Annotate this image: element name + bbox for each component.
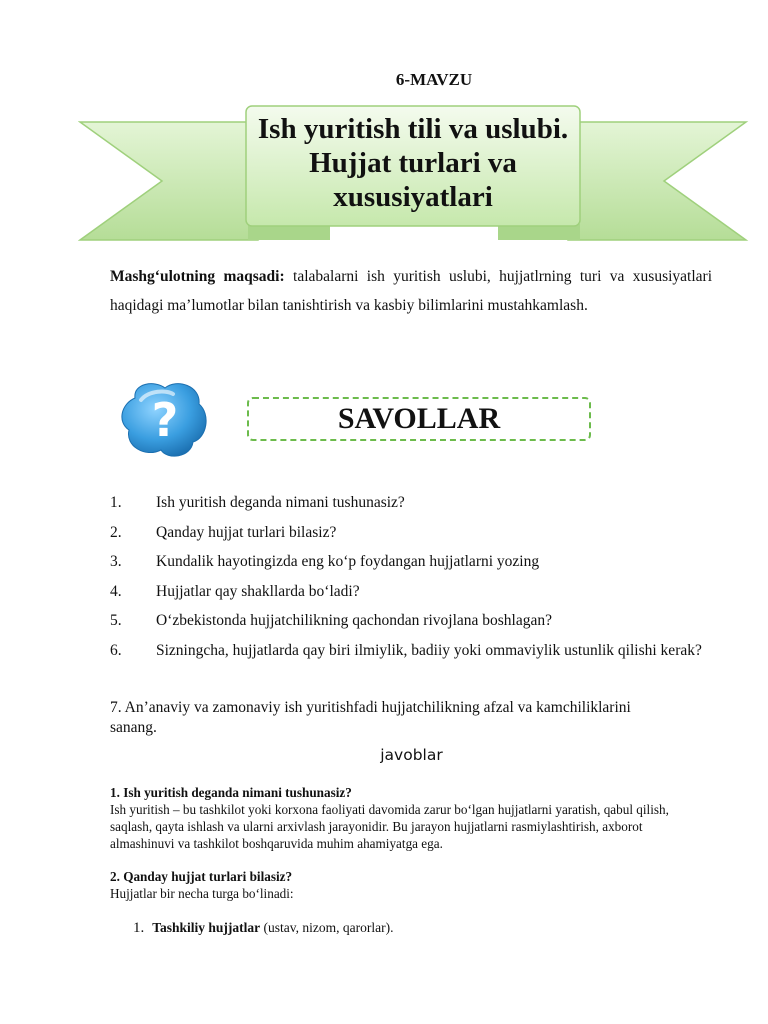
question-item [110, 547, 712, 577]
question-number: 4. [110, 582, 122, 600]
answers-title: javoblar [380, 746, 443, 764]
answer-heading: 2. Qanday hujjat turlari bilasiz? [110, 869, 293, 884]
list-item [133, 920, 394, 937]
question-item [110, 636, 712, 666]
question-mark-icon [115, 368, 215, 468]
topic-number: 6-MAVZU [395, 70, 473, 89]
questions-header: SAVOLLAR [337, 402, 501, 435]
list-item-detail: (ustav, nizom, qarorlar). [260, 920, 394, 935]
question-item [110, 606, 712, 636]
goal-text: talabalarni ish yuritish uslubi, hujjatlrning turi va xususiyatlari haqidagi ma’lumotlar bilan tanishtirish va kasbiy bilimlarini mustahkamlash. [110, 268, 712, 314]
lesson-goal [110, 262, 712, 320]
question-number: 3. [110, 553, 122, 570]
svg-text:?: ? [151, 393, 179, 447]
questions-list [110, 488, 712, 665]
question-text: Hujjatlar qay shakllarda bo‘ladi? [156, 582, 360, 600]
question-text: Sizningcha, hujjatlarda qay biri ilmiylik, badiiy yoki ommaviylik ustunlik qilishi kerak? [156, 641, 702, 659]
answer-body: Hujjatlar bir necha turga bo‘linadi: [110, 886, 294, 901]
question-number: 5. [110, 612, 122, 629]
answer-heading: 1. Ish yuritish deganda nimani tushunasiz? [110, 785, 352, 800]
question-text: O‘zbekistonda hujjatchilikning qachondan rivojlana boshlagan? [156, 612, 552, 629]
question-number: 6. [110, 641, 122, 659]
question-number: 1. [110, 494, 122, 511]
questions-header-box [247, 397, 591, 441]
question-text: Ish yuritish deganda nimani tushunasiz? [156, 494, 405, 511]
answer-1 [110, 784, 710, 852]
list-item-title: Tashkiliy hujjatlar [152, 920, 261, 935]
answer-2 [110, 868, 710, 902]
banner-title: Ish yuritish tili va uslubi. Hujjat turlari va xususiyatlari [257, 113, 569, 213]
question-text: Qanday hujjat turlari bilasiz? [156, 523, 337, 541]
list-number: 1. [133, 920, 145, 936]
question-item [110, 488, 712, 518]
question-number: 2. [110, 523, 122, 541]
question-seven: 7. An’anaviy va zamonaviy ish yuritishfadi hujjatchilikning afzal va kamchiliklarini sanang. [110, 699, 631, 736]
goal-label: Mashg‘ulotning maqsadi: [110, 268, 285, 285]
document-types-list [133, 920, 394, 937]
question-item [110, 518, 712, 548]
question-text: Kundalik hayotingizda eng ko‘p foydangan hujjatlarni yozing [156, 553, 540, 570]
answer-body: Ish yuritish – bu tashkilot yoki korxona faoliyati davomida zarur bo‘lgan hujjatlarni yaratish, qabul qilish, saqlash, qayta ishlash va ularni arxivlash jarayonidir. Bu jarayon hujjatlarni rasmiylashtirish, axborot almashinuvi va tashkilot boshqaruvida muhim ahamiyatga ega. [110, 802, 669, 851]
question-item [110, 577, 712, 607]
